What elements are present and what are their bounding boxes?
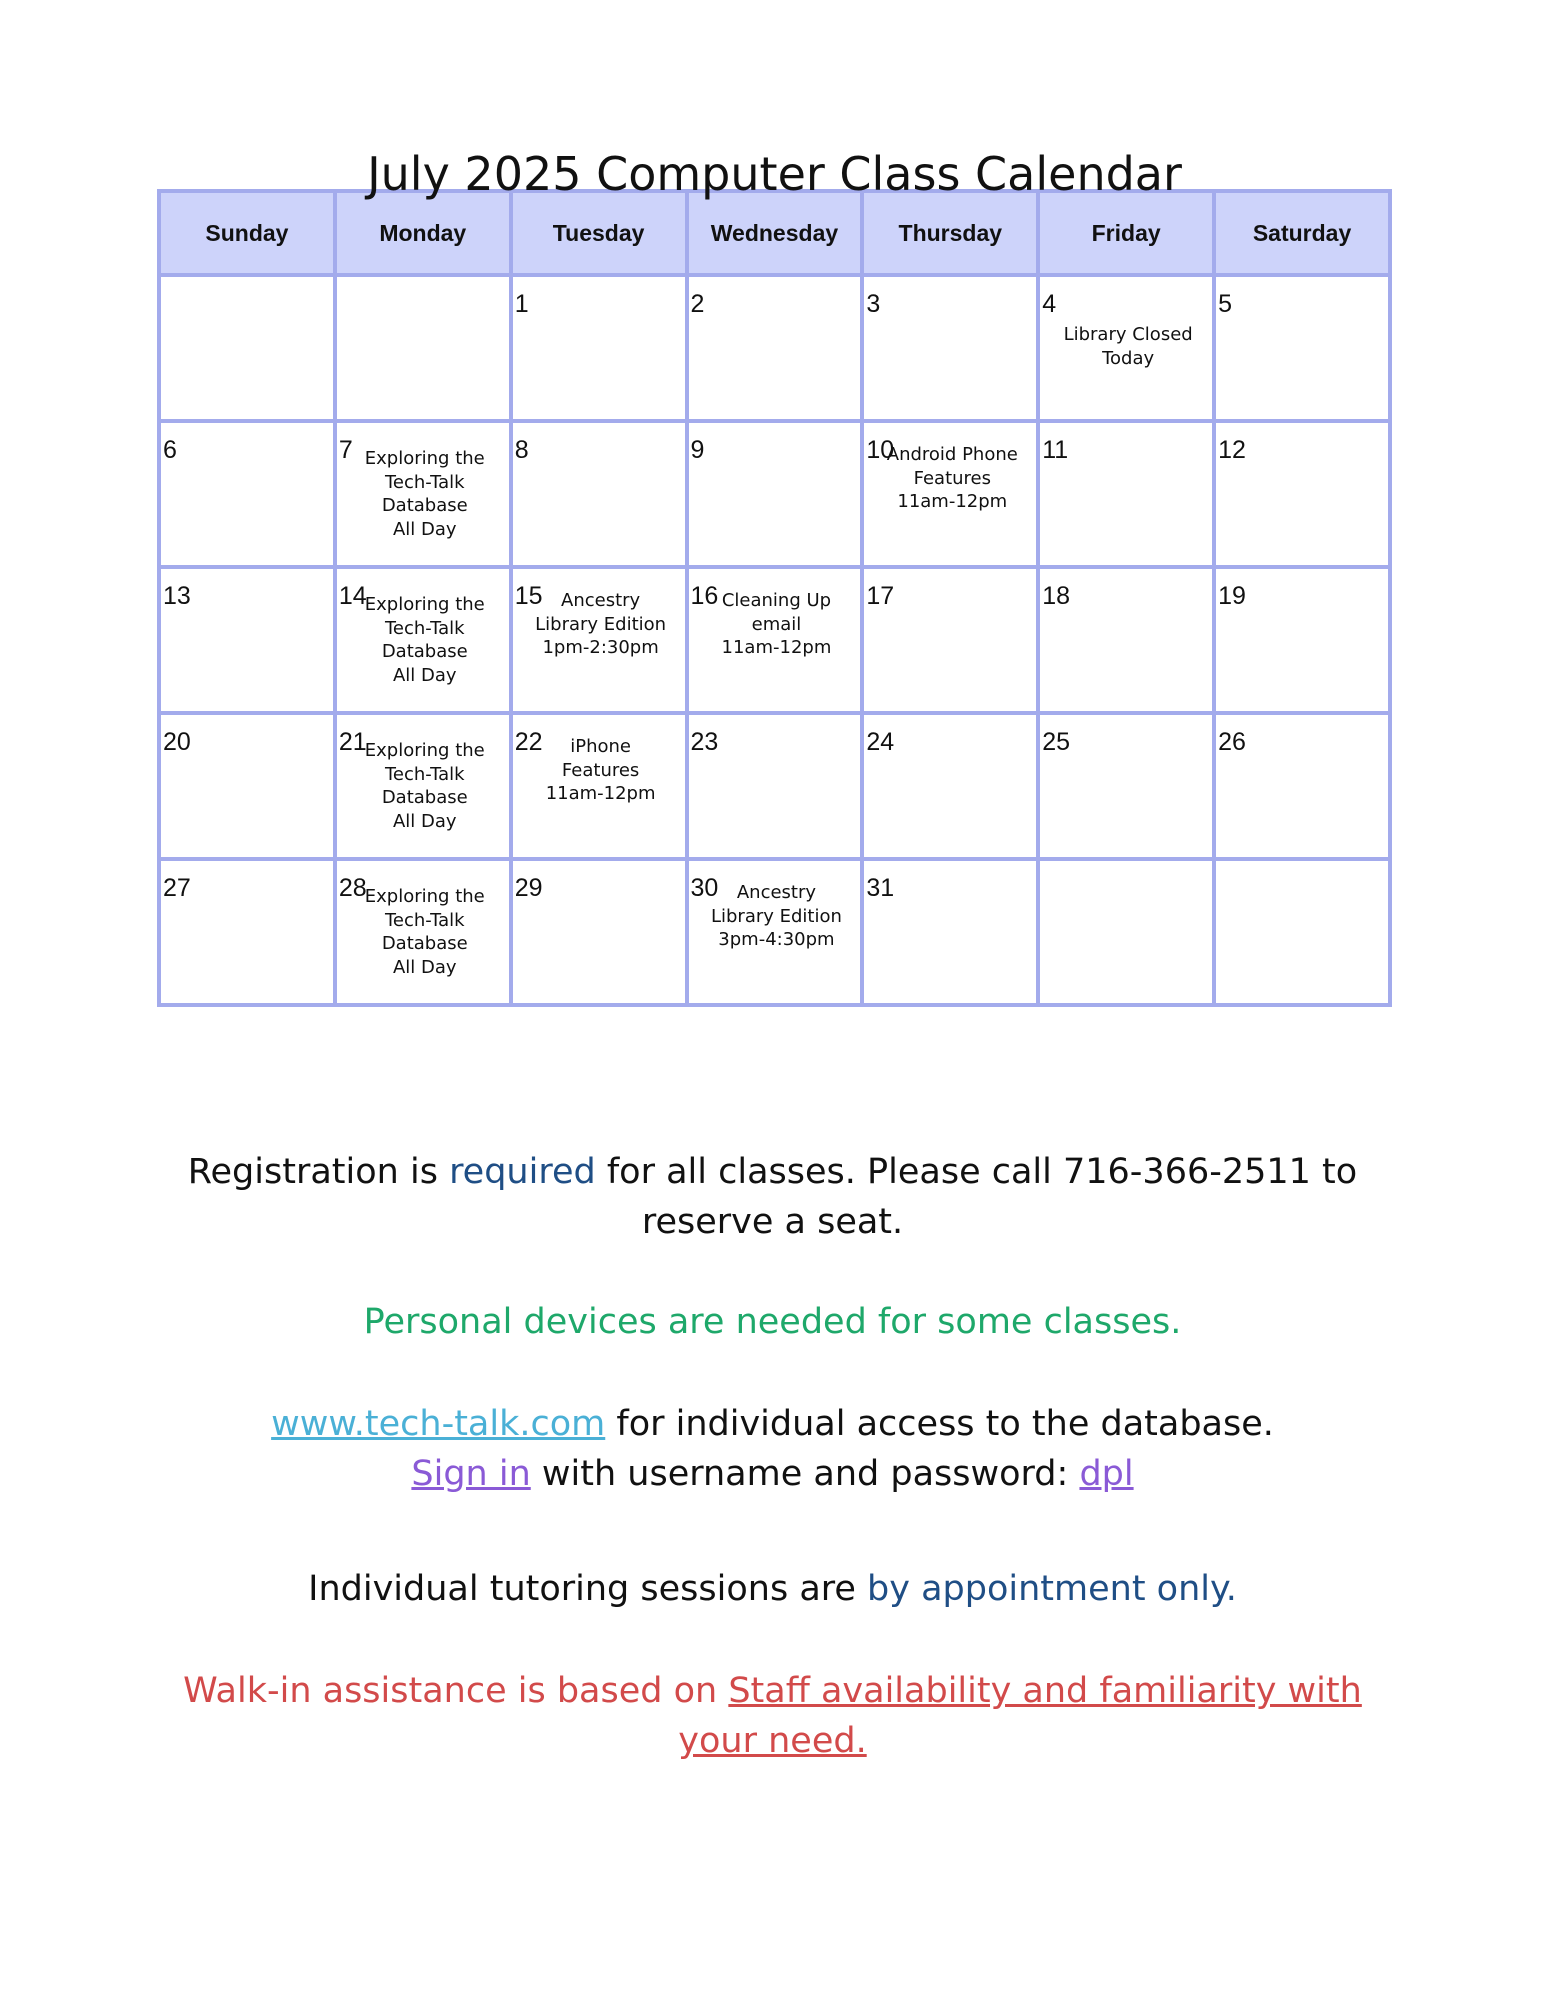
day-number: 11 [1042,436,1069,464]
day-number: 28 [338,874,367,902]
calendar-week-row [159,275,1390,421]
calendar-day-cell [511,859,687,1005]
calendar-day-cell [511,567,687,713]
calendar-week-row [159,567,1390,713]
calendar-day-cell [1038,567,1214,713]
class-event: Android Phone Features 11am-12pm [886,444,1018,512]
page-title: July 2025 Computer Class Calendar [367,147,1182,201]
day-number: 23 [690,728,719,756]
day-number: 2 [690,290,705,318]
website-note [140,1399,1405,1499]
walkin-note [140,1666,1405,1766]
class-event: Library Closed Today [1063,324,1193,369]
day-number: 5 [1218,290,1232,318]
day-number: 9 [690,436,705,464]
calendar-day-cell [687,567,863,713]
calendar-day-cell [1214,567,1390,713]
class-event: Exploring the Tech-Talk Database All Day [364,886,485,978]
day-number: 24 [866,728,895,756]
calendar-day-cell [862,713,1038,859]
class-event: Ancestry Library Edition 1pm-2:30pm [535,590,667,658]
calendar-day-cell [1038,859,1214,1005]
day-number: 22 [514,728,543,756]
calendar-day-cell [862,859,1038,1005]
class-event: Ancestry Library Edition 3pm-4:30pm [710,882,842,950]
day-number: 15 [514,582,543,610]
calendar-day-cell [159,713,335,859]
day-number: 7 [338,436,353,464]
password-link[interactable]: dpl [1079,1454,1134,1494]
day-number: 20 [163,728,191,756]
calendar-day-cell [159,859,335,1005]
day-number: 30 [690,874,719,902]
calendar-day-cell [862,275,1038,421]
day-number: 26 [1218,728,1246,756]
devices-note: Personal devices are needed for some classes. [363,1302,1182,1342]
calendar-grid [157,189,1392,1007]
day-number: 12 [1218,436,1246,464]
day-number: 25 [1042,728,1071,756]
weekday-header: Saturday [1214,191,1390,275]
website-suffix: for individual access to the database. [605,1404,1274,1444]
weekday-header-row [159,191,1390,275]
day-number: 27 [163,874,191,902]
weekday-header: Tuesday [511,191,687,275]
day-number: 21 [338,728,367,756]
calendar-day-cell [335,275,511,421]
day-number: 14 [338,582,367,610]
day-number: 16 [690,582,719,610]
calendar-day-cell [1038,275,1214,421]
registration-note [140,1147,1405,1247]
class-event: Exploring the Tech-Talk Database All Day [364,448,485,540]
calendar-day-cell [159,567,335,713]
calendar-day-cell [1214,421,1390,567]
calendar-day-cell [687,421,863,567]
weekday-header: Wednesday [687,191,863,275]
calendar-day-cell [335,567,511,713]
weekday-header: Friday [1038,191,1214,275]
day-number: 18 [1042,582,1071,610]
signin-middle: with username and password: [530,1454,1080,1494]
calendar-body [159,275,1390,1005]
weekday-header: Sunday [159,191,335,275]
calendar-day-cell [511,421,687,567]
day-number: 19 [1218,582,1246,610]
tutoring-appointment: by appointment only. [867,1569,1237,1609]
calendar-week-row [159,713,1390,859]
calendar-day-cell [159,421,335,567]
calendar-day-cell [687,275,863,421]
calendar-day-cell [687,859,863,1005]
class-event: Exploring the Tech-Talk Database All Day [364,740,485,832]
class-event: iPhone Features 11am-12pm [545,736,656,804]
day-number: 17 [866,582,895,610]
day-number: 13 [163,582,191,610]
registration-prefix: Registration is [187,1152,450,1192]
day-number: 31 [866,874,895,902]
calendar-day-cell [511,713,687,859]
day-number: 10 [866,436,895,464]
weekday-header: Monday [335,191,511,275]
calendar-day-cell [862,421,1038,567]
calendar-day-cell [511,275,687,421]
registration-required: required [449,1152,596,1192]
tutoring-note [140,1564,1405,1614]
class-event: Exploring the Tech-Talk Database All Day [364,594,485,686]
day-number: 1 [514,290,529,318]
calendar-week-row [159,859,1390,1005]
sign-in-link[interactable]: Sign in [411,1454,531,1494]
calendar-day-cell [1214,859,1390,1005]
calendar-day-cell [335,421,511,567]
calendar-day-cell [687,713,863,859]
class-event: Cleaning Up email 11am-12pm [721,590,832,658]
registration-suffix: for all classes. Please call 716-366-2511 to reserve a seat. [595,1152,1358,1242]
calendar-day-cell [1038,421,1214,567]
day-number: 29 [514,874,543,902]
calendar-day-cell [335,713,511,859]
day-number: 8 [514,436,529,464]
calendar-day-cell [1214,275,1390,421]
tutoring-prefix: Individual tutoring sessions are [308,1569,868,1609]
day-number: 4 [1042,290,1057,318]
tech-talk-link[interactable]: www.tech-talk.com [271,1404,606,1444]
calendar-day-cell [1214,713,1390,859]
walkin-staff-availability: Staff availability and familiarity with your need. [678,1671,1362,1761]
day-number: 3 [866,290,881,318]
weekday-header: Thursday [862,191,1038,275]
calendar-day-cell [1038,713,1214,859]
calendar-day-cell [335,859,511,1005]
calendar-week-row [159,421,1390,567]
calendar-day-cell [159,275,335,421]
day-number: 6 [163,436,177,464]
walkin-prefix: Walk-in assistance is based on [183,1671,729,1711]
calendar-day-cell [862,567,1038,713]
